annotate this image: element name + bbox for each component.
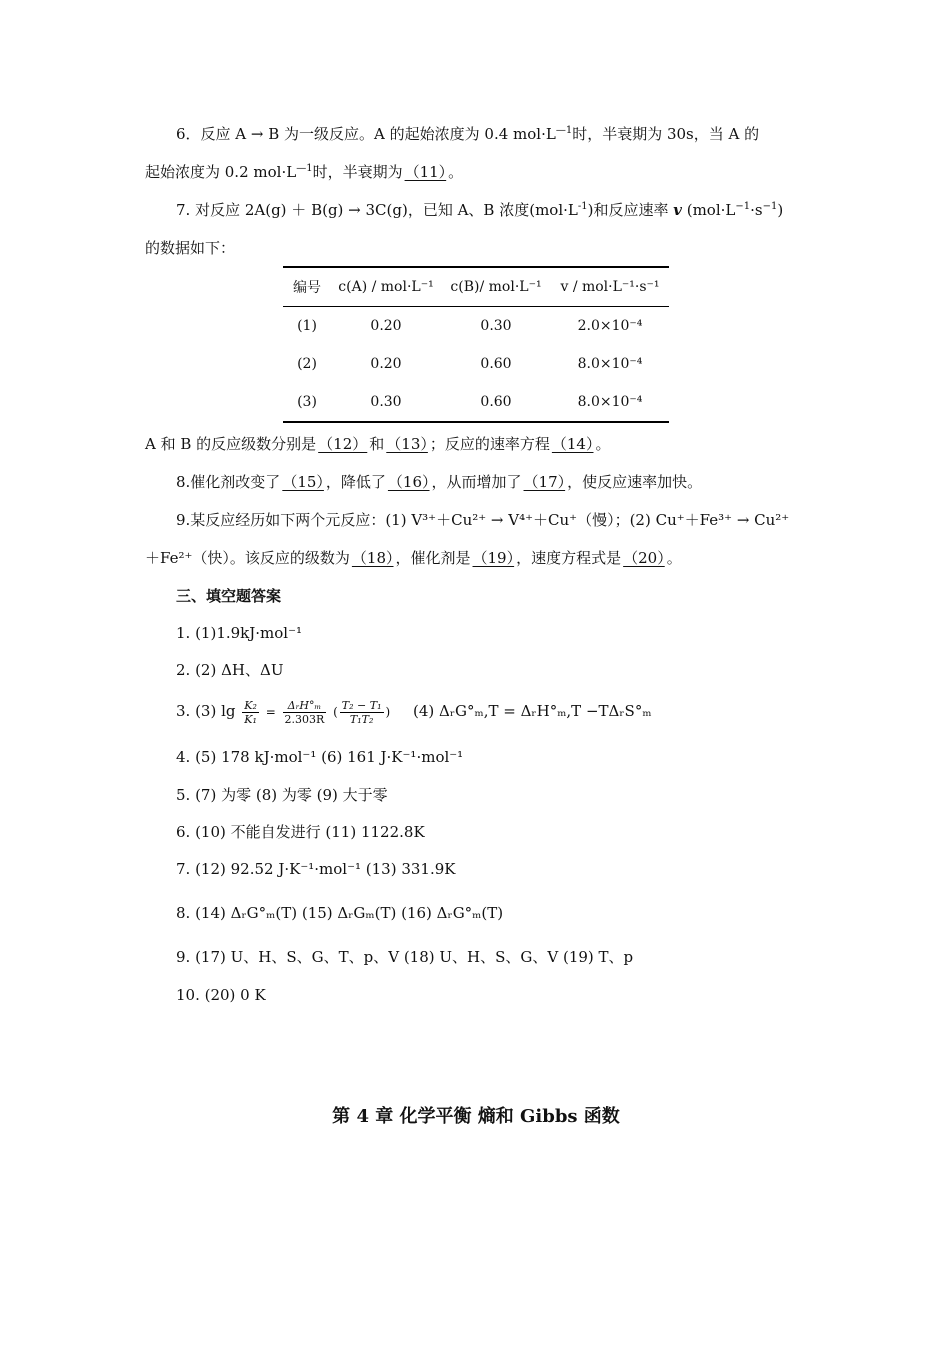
table-cell: (3) <box>297 394 317 410</box>
q6-text-b: 时，半衰期为 30s，当 A 的 <box>572 125 760 143</box>
blank-16: （16） <box>387 473 430 491</box>
table-row <box>283 345 669 383</box>
fraction-enthalpy <box>283 699 327 726</box>
chapter-title: 第 4 章 化学平衡 熵和 Gibbs 函数 <box>332 1106 620 1127</box>
q8-line <box>176 472 702 492</box>
q7-after-d: 。 <box>595 435 611 453</box>
blank-17: （17） <box>523 473 566 491</box>
q7-text-e: ) <box>777 201 784 219</box>
answers-heading: 三、填空题答案 <box>176 587 282 605</box>
q8-text-c: ，从而增加了 <box>431 473 522 491</box>
answer-3-equals: = <box>265 705 276 719</box>
table-cell: 8.0×10⁻⁴ <box>577 394 643 410</box>
answer-3-part4: (4) ΔᵣG°ₘ,T = ΔᵣH°ₘ,T −TΔᵣS°ₘ <box>412 702 652 720</box>
q8-text-b: ，降低了 <box>325 473 386 491</box>
q7-text-c: (mol·L <box>681 201 736 219</box>
table-cell: 0.60 <box>480 356 512 372</box>
q7-v-symbol: v <box>673 201 682 219</box>
q6-text-d: 时，半衰期为 <box>312 163 403 181</box>
table-header-row <box>283 267 669 307</box>
frac3-denominator: T₁T₂ <box>349 712 374 726</box>
q8-text-d: ，使反应速率加快。 <box>567 473 703 491</box>
q9-text-a: ＋Fe²⁺（快）。该反应的级数为 <box>145 549 350 567</box>
blank-15: （15） <box>282 473 324 491</box>
table-row <box>283 383 669 422</box>
q8-text-a: 8.催化剂改变了 <box>176 473 281 491</box>
frac2-numerator: ΔᵣH°ₘ <box>283 699 327 713</box>
blank-14: （14） <box>551 435 594 453</box>
table-cell: 0.30 <box>480 318 512 334</box>
q7-sup-a: -1 <box>577 201 588 212</box>
answer-7: 7. (12) 92.52 J·K⁻¹·mol⁻¹ (13) 331.9K <box>176 860 456 878</box>
table-cell: 0.60 <box>480 394 512 410</box>
answer-6: 6. (10) 不能自发进行 (11) 1122.8K <box>176 823 425 841</box>
table-cell: 8.0×10⁻⁴ <box>577 356 643 372</box>
blank-13: （13） <box>386 435 428 453</box>
q6-text-c: 起始浓度为 0.2 mol·L <box>145 163 297 181</box>
q9-text-b: ，催化剂是 <box>395 549 471 567</box>
rate-data-table <box>283 266 669 423</box>
col-header-id: 编号 <box>283 267 331 307</box>
q7-after-c: ；反应的速率方程 <box>429 435 550 453</box>
table-cell: 2.0×10⁻⁴ <box>577 318 643 334</box>
frac1-numerator: K₂ <box>244 698 257 712</box>
q7-text-a: 7. 对反应 2A(g) ＋ B(g) → 3C(g)，已知 A、B 浓度(mol·L <box>176 201 578 219</box>
table-cell: (2) <box>297 356 317 372</box>
q6-sup-b: —1 <box>296 163 313 174</box>
q7-text-b: )和反应速率 <box>587 201 674 219</box>
col-header-ca: c(A) / mol·L⁻¹ <box>331 267 441 307</box>
answer-2: 2. (2) ΔH、ΔU <box>176 661 284 679</box>
q7-line2: 的数据如下： <box>145 239 236 257</box>
q7-text-d: ·s <box>750 201 763 219</box>
answer-9: 9. (17) U、H、S、G、T、p、V (18) U、H、S、G、V (19) T、p <box>176 948 634 966</box>
q7-sup-b: −1 <box>735 201 751 212</box>
col-header-v: v / mol·L⁻¹·s⁻¹ <box>551 267 669 307</box>
blank-19: （19） <box>472 549 515 567</box>
q6-text-a: 6．反应 A → B 为一级反应。A 的起始浓度为 0.4 mol·L <box>176 125 556 143</box>
q6-line1 <box>176 124 759 144</box>
table-cell: 0.30 <box>370 394 402 410</box>
q9-text-d: 。 <box>666 549 682 567</box>
q9-text-c: ，速度方程式是 <box>516 549 622 567</box>
table-cell: (1) <box>297 318 317 334</box>
blank-12: （12） <box>318 435 368 453</box>
q7-after-table <box>145 434 611 454</box>
frac2-denominator: 2.303R <box>284 712 325 726</box>
q6-sup-a: —1 <box>555 125 573 136</box>
answer-3: 3. (3) lg $\frac{\text{K₂}}{\text{K₁}}$ = $\frac{\text{ΔᵣH°ₘ}}{2.303R}$ ( $\frac{\text{T₂ − T₁}}{\text{T₁T₂}}$ ) (4) ΔᵣG°ₘ,T = ΔᵣH°ₘ,T −TΔᵣS°ₘ <box>176 698 652 726</box>
table-row <box>283 307 669 346</box>
table-cell: 0.20 <box>370 356 402 372</box>
table-cell: 0.20 <box>370 318 402 334</box>
blank-11: （11） <box>404 163 447 181</box>
q6-line2 <box>145 162 463 182</box>
blank-18: （18） <box>351 549 394 567</box>
q7-after-b: 和 <box>369 435 385 453</box>
q7-after-a: A 和 B 的反应级数分别是 <box>145 435 317 453</box>
answer-1: 1. (1)1.9kJ·mol⁻¹ <box>176 624 303 642</box>
frac3-numerator: T₂ − T₁ <box>341 698 382 712</box>
q9-line1: 9.某反应经历如下两个元反应：(1) V³⁺＋Cu²⁺ → V⁴⁺＋Cu⁺（慢）；(2) Cu⁺＋Fe³⁺ → Cu²⁺ <box>176 511 790 529</box>
answer-3-prefix: 3. (3) lg <box>176 702 236 720</box>
answer-8: 8. (14) ΔᵣG°ₘ(T) (15) ΔᵣGₘ(T) (16) ΔᵣG°ₘ(T) <box>176 904 504 922</box>
answer-10: 10. (20) 0 K <box>176 986 266 1004</box>
q9-line2 <box>145 548 682 568</box>
answer-5: 5. (7) 为零 (8) 为零 (9) 大于零 <box>176 786 388 804</box>
answer-4: 4. (5) 178 kJ·mol⁻¹ (6) 161 J·K⁻¹·mol⁻¹ <box>176 748 464 766</box>
q6-end: 。 <box>448 163 464 181</box>
fraction-k-ratio <box>242 699 259 726</box>
q7-sup-c: −1 <box>762 201 778 212</box>
frac1-denominator: K₁ <box>244 712 257 726</box>
blank-20: （20） <box>623 549 665 567</box>
q7-line1 <box>176 200 783 220</box>
col-header-cb: c(B)/ mol·L⁻¹ <box>441 267 551 307</box>
fraction-temperature <box>340 699 384 726</box>
